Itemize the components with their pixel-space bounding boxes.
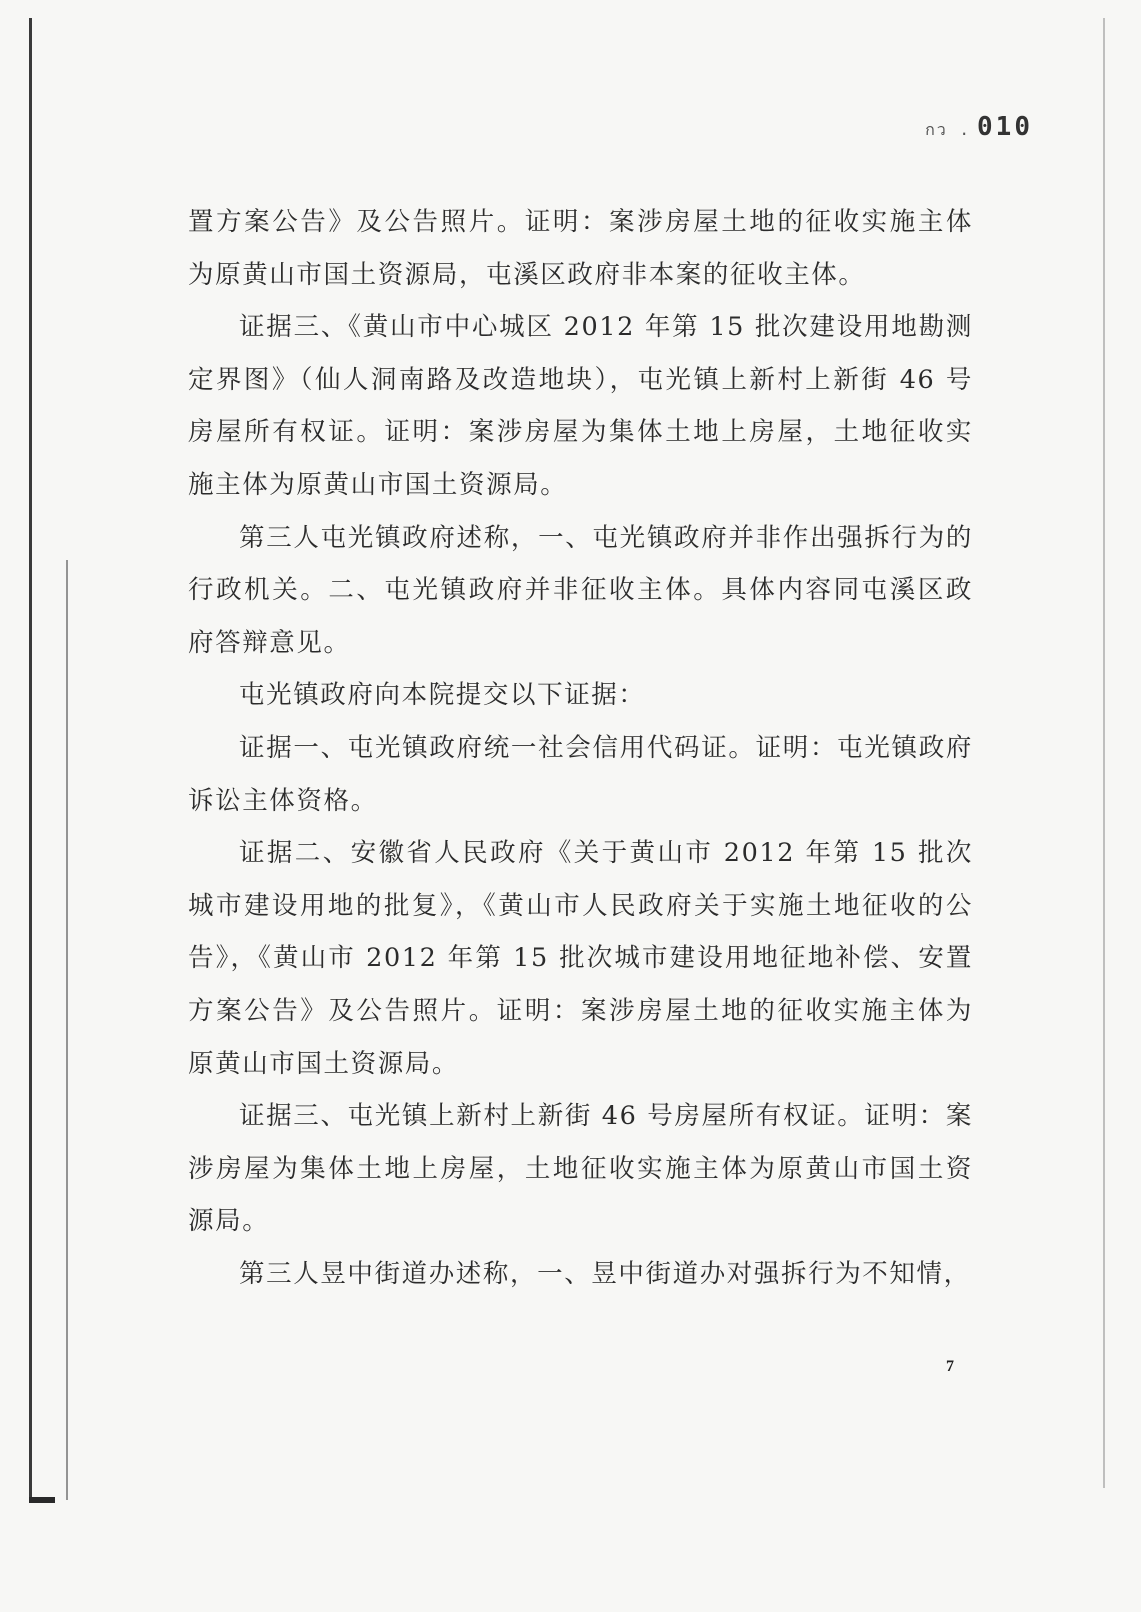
paragraph: 证据三、屯光镇上新村上新街 46 号房屋所有权证。证明：案涉房屋为集体土地上房屋，土地征收实施主体为原黄山市国土资源局。 [188,1101,973,1237]
page-mark-code: 010 [977,112,1033,142]
left-binding-rule [29,18,32,1498]
bottom-corner-mark [29,1497,55,1503]
paragraph: 证据一、屯光镇政府统一社会信用代码证。证明：屯光镇政府诉讼主体资格。 [188,732,973,816]
paragraph: 证据二、安徽省人民政府《关于黄山市 2012 年第 15 批次城市建设用地的批复》，《黄山市人民政府关于实施土地征收的公告》，《黄山市 2012 年第 15 批次城市建设用地征地补偿、安置方案公告》及公告照片。证明：案涉房屋土地的征收实施主体为原黄山市国土资源局。 [188,838,973,1079]
left-scan-shadow [66,560,68,1500]
paragraph: 屯光镇政府向本院提交以下证据： [239,680,646,711]
paragraph: 第三人屯光镇政府述称，一、屯光镇政府并非作出强拆行为的行政机关。二、屯光镇政府并非征收主体。具体内容同屯溪区政府答辩意见。 [188,522,973,658]
paragraph: 置方案公告》及公告照片。证明：案涉房屋土地的征收实施主体为原黄山市国土资源局，屯溪区政府非本案的征收主体。 [188,207,973,290]
page-number: 7 [946,1358,954,1375]
page-mark-prefix: กว . [925,120,972,139]
paragraph: 第三人昱中街道办述称，一、昱中街道办对强拆行为不知情， [239,1258,971,1289]
document-body [188,196,973,1300]
page-mark [925,112,1033,143]
right-scan-edge [1103,18,1105,1488]
paragraph: 证据三、《黄山市中心城区 2012 年第 15 批次建设用地勘测定界图》（仙人洞南路及改造地块），屯光镇上新村上新街 46 号房屋所有权证。证明：案涉房屋为集体土地上房屋，土地征收实施主体为原黄山市国土资源局。 [188,312,973,500]
